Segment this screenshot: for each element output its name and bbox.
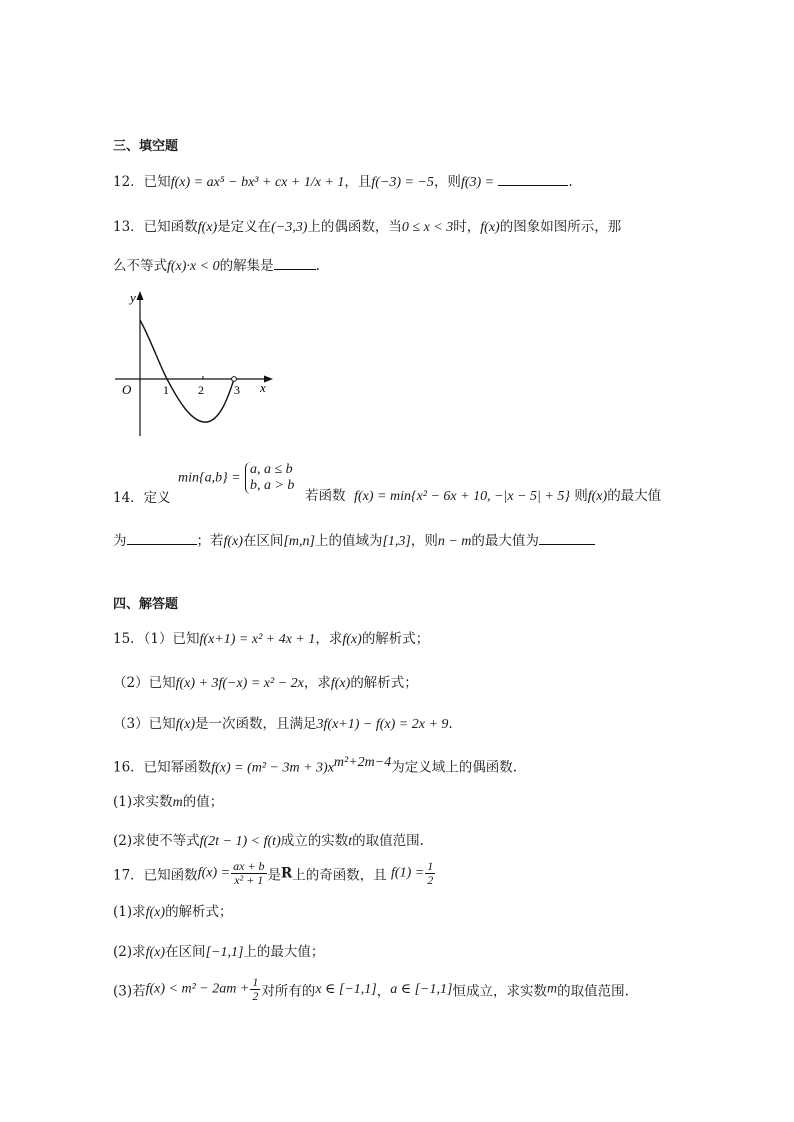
q14-min-definition xyxy=(178,462,294,494)
question-17-part3 xyxy=(113,976,629,1003)
q13-end: . xyxy=(315,258,320,274)
q17-set-r: R xyxy=(281,865,293,882)
q14-line2-f: 的最大值为 xyxy=(471,533,539,549)
q17-p3-numerator: 1 xyxy=(252,975,259,989)
q17-p3-d: 恒成立，求实数 xyxy=(452,983,547,1000)
q13-line2-prefix: 么不等式 xyxy=(113,258,167,274)
q13-text-b: 是定义在 xyxy=(217,219,272,235)
q14-then: 则 xyxy=(574,488,588,504)
q17-p3-prefix: (3)若 xyxy=(113,983,146,1000)
question-15-part3 xyxy=(113,712,453,733)
q17-p3-fraction xyxy=(250,976,260,1003)
q14-line2-e: ，则 xyxy=(410,533,438,549)
section-title-answer: 四、解答题 xyxy=(113,597,179,612)
tick-label-3: 3 xyxy=(234,383,240,397)
question-17-line1 xyxy=(113,860,436,887)
q14-interval: [m,n] xyxy=(283,534,315,549)
q15-p2-fx: f(x) xyxy=(330,676,351,691)
q12-condition: f(−3) = −5 xyxy=(371,175,434,190)
question-15-part2 xyxy=(113,671,418,692)
q14-range: [1,3] xyxy=(382,534,411,549)
q15-p3-b: 是一次函数，且满足 xyxy=(195,716,317,732)
q17-p2-b: 在区间 xyxy=(165,944,206,960)
q17-text-b: 是 xyxy=(267,867,281,884)
open-endpoint xyxy=(232,377,237,382)
q14-diff: n − m xyxy=(437,534,472,549)
q16-p2-c: 的取值范围. xyxy=(352,833,424,849)
q13-text-e: 的图象如图所示，那 xyxy=(499,219,622,235)
q14-line2-c: 在区间 xyxy=(242,533,284,549)
q15-p1-b: ，求 xyxy=(315,631,343,647)
q17-p2-c: 上的最大值； xyxy=(243,944,325,960)
q14-line2-d: 上的值域为 xyxy=(314,533,383,549)
q14-line2-b: ；若 xyxy=(196,533,224,549)
q15-p3-prefix: （3）已知 xyxy=(113,716,176,732)
q14-fx: f(x) xyxy=(587,489,608,504)
q13-text-c: 上的偶函数，当 xyxy=(307,219,402,235)
q15-p1-c: 的解析式； xyxy=(361,631,430,647)
q14-mid: 若函数 xyxy=(305,488,346,504)
tick-label-1: 1 xyxy=(163,383,169,397)
q17-cond-lhs: f(1) = xyxy=(391,865,425,881)
q17-text-c: 上的奇函数，且 xyxy=(292,867,387,884)
q15-p3-c: . xyxy=(448,716,453,732)
q13-range: 0 ≤ x < 3 xyxy=(401,220,454,235)
q12-end: . xyxy=(568,174,573,190)
q15-p1-prefix: 15．（1）已知 xyxy=(113,631,200,647)
q17-func-denominator: x² + 1 xyxy=(234,873,264,887)
q17-cond-fraction xyxy=(425,860,435,887)
q17-p3-e: 的取值范围. xyxy=(557,983,629,1000)
q15-p2-equation: f(x) + 3f(−x) = x² − 2x xyxy=(175,676,304,691)
q14-answer-blank-1[interactable] xyxy=(127,532,197,545)
q14-fx-2: f(x) xyxy=(223,534,243,549)
q16-exponent: m²+2m−4 xyxy=(333,755,392,770)
q13-text-d: 时， xyxy=(453,219,481,235)
q13-interval: (−3,3) xyxy=(271,220,308,235)
q16-var-t: t xyxy=(348,834,353,849)
q17-func-lhs: f(x) = xyxy=(197,865,231,881)
q12-then: ，则 xyxy=(433,174,461,190)
q17-p3-var-m: m xyxy=(546,981,558,997)
q14-case-2: b, a > b xyxy=(249,478,295,493)
q14-case-1: a, a ≤ b xyxy=(249,462,293,477)
question-13-line1 xyxy=(113,215,621,236)
q16-prefix: 16．已知幂函数 xyxy=(113,759,212,776)
q17-p3-x-range: x ∈ [−1,1] xyxy=(315,982,377,997)
tick-label-2: 2 xyxy=(198,383,204,397)
q17-p3-a-range: a ∈ [−1,1] xyxy=(390,982,453,997)
q16-p1-b: 的值； xyxy=(182,794,224,810)
q12-ask: f(3) = xyxy=(460,175,495,190)
q16-p1-prefix: (1)求实数 xyxy=(113,794,173,810)
q15-p1-equation: f(x+1) = x² + 4x + 1 xyxy=(199,632,316,647)
y-axis-arrow-icon xyxy=(137,291,144,300)
q13-line2-text: 的解集是 xyxy=(219,258,274,274)
q17-p3-denominator: 2 xyxy=(252,989,259,1003)
q16-var-m: m xyxy=(172,795,183,810)
q17-p3-b: 对所有的 xyxy=(261,983,316,1000)
q17-func-fraction xyxy=(231,860,266,887)
q16-text-b: 为定义域上的偶函数. xyxy=(391,759,518,776)
q15-p2-c: 的解析式； xyxy=(350,675,418,691)
section-title-fill: 三、填空题 xyxy=(113,139,179,154)
q17-func-numerator: ax + b xyxy=(233,859,265,873)
question-14-func xyxy=(305,484,661,505)
q14-answer-blank-2[interactable] xyxy=(539,532,595,545)
question-16-line1 xyxy=(113,755,517,777)
q16-function-base: x xyxy=(327,760,334,776)
question-15-part1 xyxy=(113,627,429,648)
q13-inequality: f(x)·x < 0 xyxy=(167,259,220,274)
q16-p2-inequality: f(2t − 1) < f(t) xyxy=(199,834,281,849)
q17-cond-numerator: 1 xyxy=(427,859,434,873)
q17-p2-prefix: (2)求 xyxy=(113,944,146,960)
q17-p3-c: ， xyxy=(376,983,391,1000)
q17-prefix: 17．已知函数 xyxy=(113,867,198,884)
question-17-part2 xyxy=(113,940,324,961)
q12-function: f(x) = ax⁵ − bx³ + cx + 1/x + 1 xyxy=(170,175,345,190)
q15-p1-fx: f(x) xyxy=(342,632,362,647)
y-axis-label: y xyxy=(130,290,136,305)
q15-p2-b: ，求 xyxy=(303,675,331,691)
q12-prefix: 12．已知 xyxy=(113,174,171,190)
q14-tail: 的最大值 xyxy=(607,488,662,504)
q17-p1-b: 的解析式； xyxy=(165,904,233,920)
q13-fx-2: f(x) xyxy=(480,220,500,235)
q16-p2-b: 成立的实数 xyxy=(280,833,349,849)
q17-cond-denominator: 2 xyxy=(427,873,434,887)
function-curve xyxy=(140,320,234,422)
q14-cases xyxy=(245,462,294,494)
origin-label: O xyxy=(122,382,132,397)
q17-p1-prefix: (1)求 xyxy=(113,904,146,920)
q17-p3-inequality: f(x) < m² − 2am + xyxy=(145,981,250,997)
q12-answer-blank[interactable] xyxy=(498,173,568,186)
q16-p2-prefix: (2)求使不等式 xyxy=(113,833,200,849)
q14-line2-prefix: 为 xyxy=(113,533,127,549)
q14-min-lhs: min{a,b} = xyxy=(178,470,241,486)
function-graph xyxy=(110,288,280,438)
question-14-line1 xyxy=(113,486,171,506)
q15-p2-prefix: （2）已知 xyxy=(113,675,176,691)
q13-answer-blank[interactable] xyxy=(274,257,316,270)
x-axis-label: x xyxy=(260,380,266,395)
q13-fx: f(x) xyxy=(197,220,218,235)
q13-prefix: 13．已知函数 xyxy=(113,219,198,235)
q17-p1-fx: f(x) xyxy=(145,905,166,920)
question-12 xyxy=(113,170,573,191)
question-14-line2 xyxy=(113,529,595,550)
q14-prefix: 14．定义 xyxy=(113,490,171,506)
question-17-part1 xyxy=(113,900,233,921)
q16-function: f(x) = (m² − 3m + 3) xyxy=(211,760,328,776)
question-16-part2 xyxy=(113,829,424,850)
q17-p2-interval: [−1,1] xyxy=(205,945,244,960)
q17-p2-fx: f(x) xyxy=(145,945,166,960)
q12-mid: ，且 xyxy=(344,174,372,190)
question-16-part1 xyxy=(113,790,223,811)
q15-p3-fx: f(x) xyxy=(175,717,196,732)
q15-p3-equation: 3f(x+1) − f(x) = 2x + 9 xyxy=(316,717,449,732)
question-13-line2 xyxy=(113,254,320,275)
q14-function: f(x) = min{x² − 6x + 10, −|x − 5| + 5} xyxy=(354,489,570,504)
